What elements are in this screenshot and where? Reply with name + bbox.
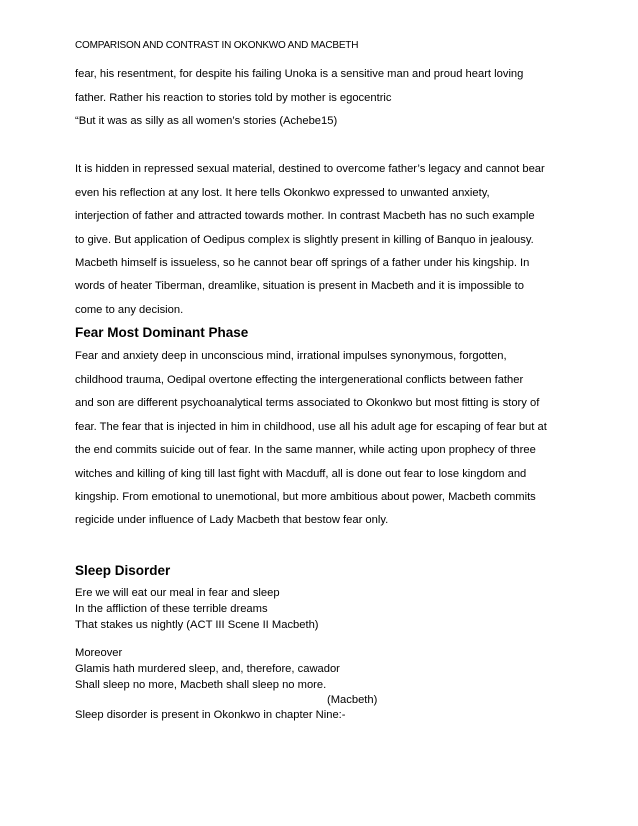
paragraph2-line: even his reflection at any lost. It here tells Okonkwo expressed to unwanted anxiety, — [75, 187, 490, 199]
paragraph2-line: to give. But application of Oedipus complex is slightly present in killing of Banquo in jealousy. — [75, 234, 534, 246]
section-heading-sleep: Sleep Disorder — [75, 563, 171, 578]
paragraph3-line: kingship. From emotional to unemotional, but more ambitious about power, Macbeth commits — [75, 491, 536, 503]
paragraph1-line: fear, his resentment, for despite his failing Unoka is a sensitive man and proud heart loving — [75, 68, 524, 80]
paragraph3-line: childhood trauma, Oedipal overtone effecting the intergenerational conflicts between father — [75, 374, 524, 386]
quote-line: In the affliction of these terrible dreams — [75, 603, 268, 615]
paragraph3-line: and son are different psychoanalytical terms associated to Okonkwo but most fitting is story of — [75, 397, 540, 409]
paragraph2-line: words of heater Tiberman, dreamlike, situation is present in Macbeth and it is impossible to — [75, 280, 524, 292]
page-header: COMPARISON AND CONTRAST IN OKONKWO AND MACBETH — [75, 40, 359, 51]
paragraph2-line: interjection of father and attracted towards mother. In contrast Macbeth has no such example — [75, 210, 535, 222]
paragraph1-line: father. Rather his reaction to stories told by mother is egocentric — [75, 92, 392, 104]
closing-line: Sleep disorder is present in Okonkwo in chapter Nine:- — [75, 709, 346, 721]
quote-line: Moreover — [75, 647, 123, 659]
quote-line: Shall sleep no more, Macbeth shall sleep no more. — [75, 679, 327, 691]
quote-attribution: (Macbeth) — [327, 694, 378, 706]
quote-line: Ere we will eat our meal in fear and sleep — [75, 587, 280, 599]
paragraph3-line: witches and killing of king till last fight with Macduff, all is done out fear to lose kingdom and — [75, 468, 527, 480]
paragraph1-line: “But it was as silly as all women’s stories (Achebe15) — [75, 115, 338, 127]
paragraph3-line: Fear and anxiety deep in unconscious mind, irrational impulses synonymous, forgotten, — [75, 350, 507, 362]
paragraph2-line: come to any decision. — [75, 304, 184, 316]
quote-line: Glamis hath murdered sleep, and, therefore, cawador — [75, 663, 340, 675]
section-heading-fear: Fear Most Dominant Phase — [75, 325, 249, 340]
paragraph3-line: regicide under influence of Lady Macbeth that bestow fear only. — [75, 514, 389, 526]
paragraph3-line: fear. The fear that is injected in him in childhood, use all his adult age for escaping of fear but at — [75, 421, 547, 433]
paragraph3-line: the end commits suicide out of fear. In the same manner, while acting upon prophecy of three — [75, 444, 536, 456]
quote-line: That stakes us nightly (ACT III Scene II Macbeth) — [75, 619, 319, 631]
paragraph2-line: Macbeth himself is issueless, so he cannot bear off springs of a father under his kingship. In — [75, 257, 530, 269]
paragraph2-line: It is hidden in repressed sexual material, destined to overcome father’s legacy and cannot bear — [75, 163, 545, 175]
